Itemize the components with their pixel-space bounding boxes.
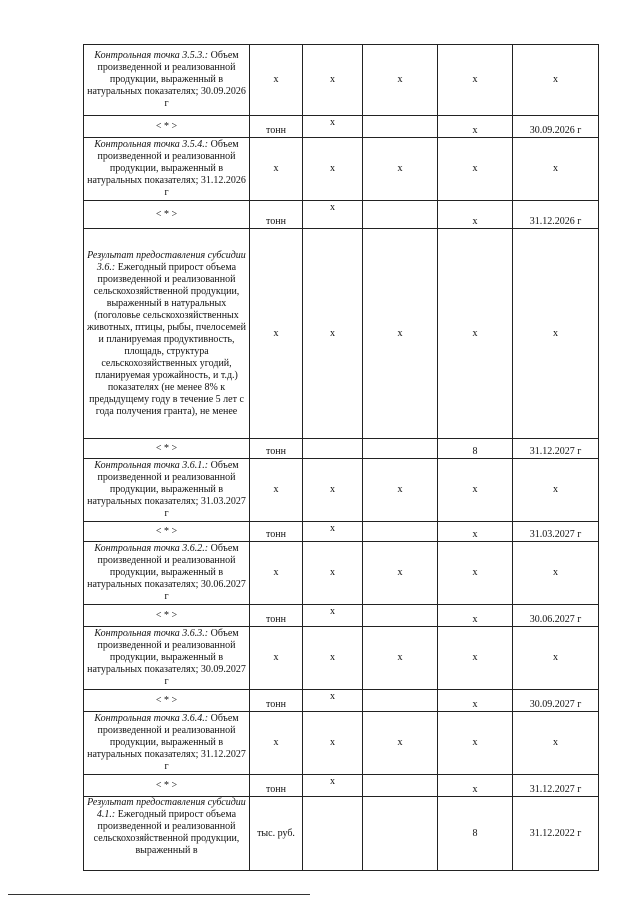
unit-cell: x — [250, 542, 303, 605]
point-text: Объем произведенной и реализованной продукции, выраженный в натуральных показателях; 31.03.2027 г — [87, 460, 246, 519]
value-cell-c: x — [438, 116, 513, 138]
point-label: Контрольная точка 3.6.1.: — [94, 460, 209, 471]
value-cell-b — [363, 201, 438, 229]
value-cell-b: x — [363, 627, 438, 690]
checkpoint-row — [84, 138, 599, 201]
date-cell: 31.03.2027 г — [513, 522, 599, 542]
checkpoint-row — [84, 45, 599, 116]
date-cell: 30.06.2027 г — [513, 605, 599, 627]
unit-cell: тыс. руб. — [250, 797, 303, 871]
point-text: Объем произведенной и реализованной продукции, выраженный в натуральных показателях; 30.06.2027 г — [87, 543, 246, 602]
value-cell-a: x — [303, 542, 363, 605]
value-cell-c: x — [438, 690, 513, 712]
value-cell-c: x — [438, 229, 513, 439]
value-cell-b — [363, 605, 438, 627]
description-cell — [84, 138, 250, 201]
point-text: Объем произведенной и реализованной продукции, выраженный в натуральных показателях; 30.09.2027 г — [87, 628, 246, 687]
date-cell: 31.12.2022 г — [513, 797, 599, 871]
unit-cell: x — [250, 138, 303, 201]
value-cell-c: x — [438, 201, 513, 229]
unit-cell: тонн — [250, 605, 303, 627]
mark-x: x — [330, 691, 335, 702]
point-label: Контрольная точка 3.5.3.: — [94, 50, 209, 61]
results-table-body — [84, 45, 599, 871]
value-cell-a — [303, 797, 363, 871]
value-cell-a — [303, 690, 363, 712]
unit-cell: x — [250, 627, 303, 690]
unit-row — [84, 439, 599, 459]
value-cell-b: x — [363, 459, 438, 522]
footnote-separator — [8, 894, 310, 895]
unit-row — [84, 690, 599, 712]
checkpoint-row — [84, 627, 599, 690]
value-cell-c: x — [438, 542, 513, 605]
date-cell: x — [513, 627, 599, 690]
unit-cell: тонн — [250, 116, 303, 138]
date-cell: 31.12.2026 г — [513, 201, 599, 229]
unit-row — [84, 201, 599, 229]
value-cell-a — [303, 775, 363, 797]
value-cell-a: x — [303, 229, 363, 439]
placeholder-cell: < * > — [84, 690, 250, 712]
value-cell-a: x — [303, 45, 363, 116]
point-text: Ежегодный прирост объема произведенной и реализованной сельскохозяйственной продукции, выраженный в — [93, 809, 240, 856]
value-cell-b — [363, 522, 438, 542]
point-label: Контрольная точка 3.6.3.: — [94, 628, 209, 639]
placeholder-cell: < * > — [84, 522, 250, 542]
value-cell-a: x — [303, 138, 363, 201]
unit-cell: x — [250, 45, 303, 116]
value-cell-b — [363, 775, 438, 797]
date-cell: 31.12.2027 г — [513, 439, 599, 459]
value-cell-c: x — [438, 627, 513, 690]
value-cell-c: x — [438, 459, 513, 522]
point-label: Контрольная точка 3.5.4.: — [94, 139, 209, 150]
value-cell-b — [363, 797, 438, 871]
value-cell-c: x — [438, 712, 513, 775]
date-cell: 30.09.2027 г — [513, 690, 599, 712]
value-cell-a — [303, 439, 363, 459]
value-cell-b: x — [363, 229, 438, 439]
value-cell-b — [363, 439, 438, 459]
description-cell — [84, 542, 250, 605]
unit-cell: x — [250, 712, 303, 775]
mark-x: x — [330, 117, 335, 128]
unit-cell: x — [250, 229, 303, 439]
point-label: Результат предоставления субсидии 4.1.: — [87, 797, 246, 820]
value-cell-b — [363, 116, 438, 138]
point-label: Контрольная точка 3.6.2.: — [94, 543, 209, 554]
value-cell-a — [303, 605, 363, 627]
value-cell-b: x — [363, 712, 438, 775]
result-row — [84, 797, 599, 871]
description-cell — [84, 459, 250, 522]
placeholder-cell: < * > — [84, 439, 250, 459]
value-cell-a — [303, 201, 363, 229]
unit-row — [84, 522, 599, 542]
mark-x: x — [330, 776, 335, 787]
point-text: Ежегодный прирост объема произведенной и реализованной сельскохозяйственной продукции, выраженный в натуральных (поголовье сельскохозяйственных животных, птицы, рыбы, пчелосемей и планируемая продуктивность, площадь, структура сельскохозяйственных угодий, планируемая урожайность, и т.д.) показателях (не менее 8% к предыдущему году в течение 5 лет с года получения гранта), не менее — [86, 261, 247, 417]
placeholder-cell: < * > — [84, 201, 250, 229]
value-cell-b: x — [363, 45, 438, 116]
checkpoint-row — [84, 542, 599, 605]
results-table — [83, 44, 599, 871]
date-cell: x — [513, 459, 599, 522]
value-cell-a: x — [303, 712, 363, 775]
point-label: Результат предоставления субсидии 3.6.: — [87, 249, 246, 273]
value-cell-b: x — [363, 542, 438, 605]
value-cell-c: x — [438, 45, 513, 116]
placeholder-cell: < * > — [84, 116, 250, 138]
mark-x: x — [330, 523, 335, 534]
checkpoint-row — [84, 229, 599, 439]
value-cell-b — [363, 690, 438, 712]
date-cell: x — [513, 138, 599, 201]
value-cell-c: 8 — [438, 439, 513, 459]
value-cell-a — [303, 522, 363, 542]
value-cell-a — [303, 116, 363, 138]
date-cell: x — [513, 542, 599, 605]
placeholder-cell: < * > — [84, 775, 250, 797]
value-cell-c: x — [438, 522, 513, 542]
unit-row — [84, 775, 599, 797]
unit-cell: тонн — [250, 201, 303, 229]
date-cell: 31.12.2027 г — [513, 775, 599, 797]
date-cell: x — [513, 45, 599, 116]
point-text: Объем произведенной и реализованной продукции, выраженный в натуральных показателях; 31.12.2026 г — [87, 139, 246, 198]
point-text: Объем произведенной и реализованной продукции, выраженный в натуральных показателях; 31.12.2027 г — [87, 713, 246, 772]
checkpoint-row — [84, 712, 599, 775]
date-cell: x — [513, 712, 599, 775]
description-cell — [84, 797, 250, 871]
value-cell-c: x — [438, 775, 513, 797]
unit-row — [84, 605, 599, 627]
placeholder-cell: < * > — [84, 605, 250, 627]
unit-cell: тонн — [250, 522, 303, 542]
value-cell-c: x — [438, 138, 513, 201]
mark-x: x — [330, 606, 335, 617]
value-cell-a: x — [303, 459, 363, 522]
mark-x: x — [330, 202, 335, 213]
description-cell — [84, 229, 250, 439]
unit-row — [84, 116, 599, 138]
unit-cell: тонн — [250, 690, 303, 712]
description-cell — [84, 627, 250, 690]
description-cell — [84, 45, 250, 116]
value-cell-a: x — [303, 627, 363, 690]
checkpoint-row — [84, 459, 599, 522]
value-cell-c: 8 — [438, 797, 513, 871]
date-cell: x — [513, 229, 599, 439]
point-label: Контрольная точка 3.6.4.: — [94, 713, 209, 724]
value-cell-c: x — [438, 605, 513, 627]
unit-cell: тонн — [250, 439, 303, 459]
value-cell-b: x — [363, 138, 438, 201]
unit-cell: тонн — [250, 775, 303, 797]
date-cell: 30.09.2026 г — [513, 116, 599, 138]
description-cell — [84, 712, 250, 775]
point-text: Объем произведенной и реализованной продукции, выраженный в натуральных показателях; 30.09.2026 г — [87, 50, 246, 109]
unit-cell: x — [250, 459, 303, 522]
